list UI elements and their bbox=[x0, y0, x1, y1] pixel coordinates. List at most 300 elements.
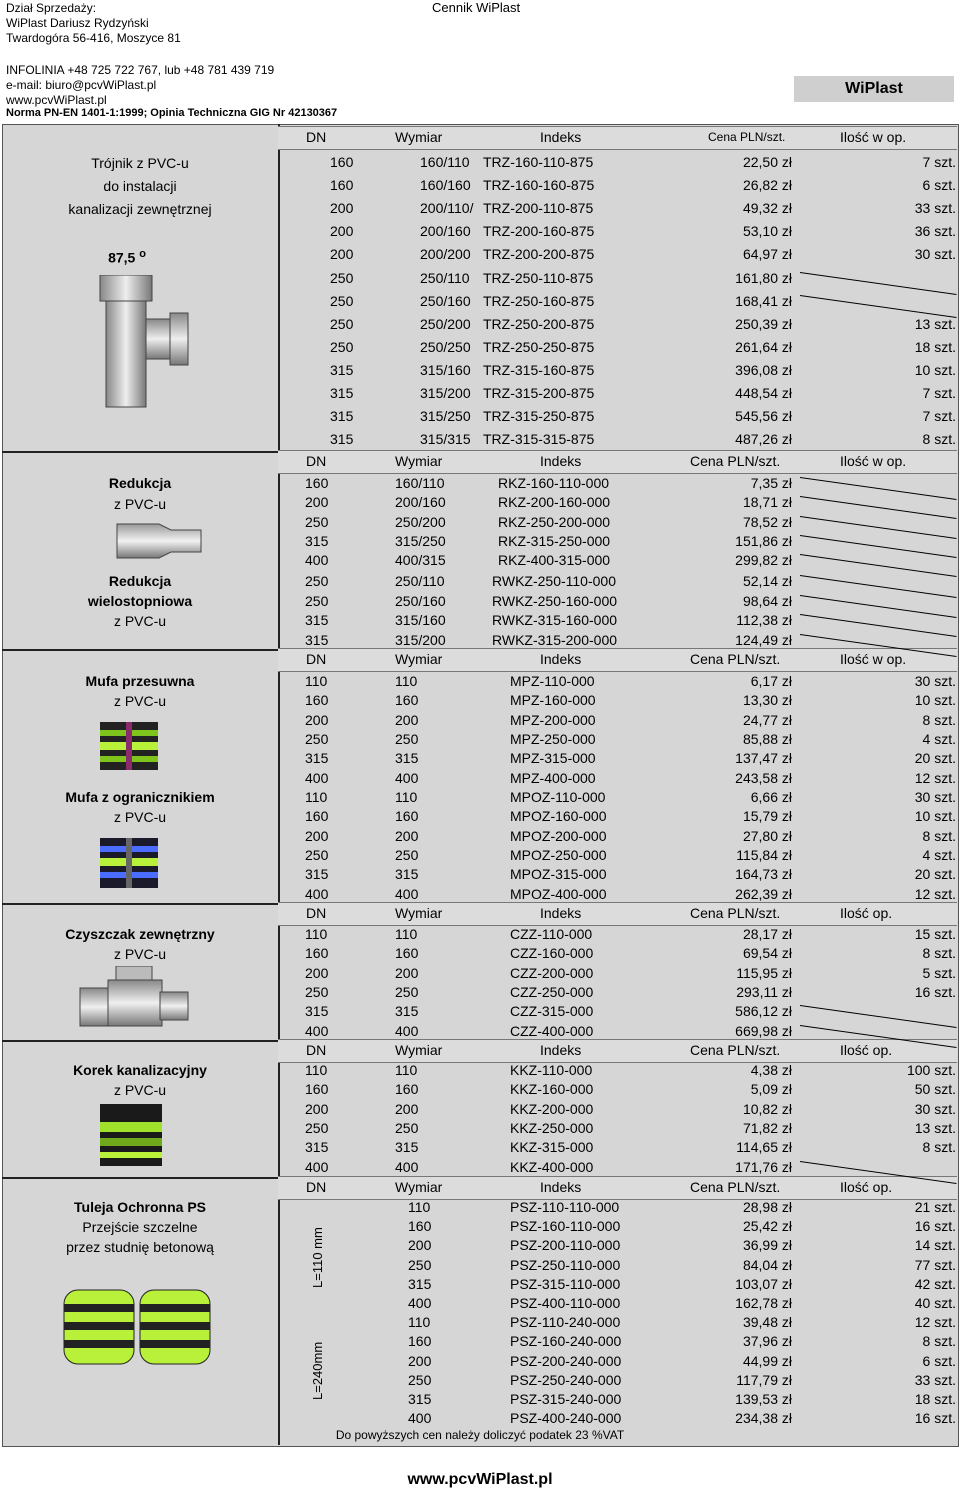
cell-wym: 160/110 bbox=[395, 475, 445, 491]
cell-dn: 315 bbox=[330, 385, 354, 401]
product-subtitle: przez studnię betonową bbox=[66, 1239, 214, 1255]
cell-qty: 12 szt. bbox=[914, 885, 956, 902]
cell-qty: 8 szt. bbox=[922, 1139, 956, 1156]
cell-idx: PSZ-160-110-000 bbox=[510, 1218, 621, 1235]
cell-price: 103,07 zł bbox=[735, 1275, 792, 1292]
cell-price: 53,10 zł bbox=[742, 223, 792, 240]
cell-dn: 315 bbox=[305, 750, 329, 767]
cell-price: 117,79 zł bbox=[736, 1371, 792, 1388]
cell-price: 22,50 zł bbox=[742, 154, 792, 170]
cell-dn: 315 bbox=[305, 1139, 329, 1156]
cell-wym: 160 bbox=[395, 808, 419, 825]
cell-price: 164,73 zł bbox=[735, 866, 792, 883]
cell-qty: 7 szt. bbox=[922, 154, 956, 170]
cell-wym: 250 bbox=[395, 730, 419, 747]
header-idx: Indeks bbox=[540, 129, 582, 145]
cell-dn: 250 bbox=[305, 573, 329, 589]
cell-idx: TRZ-200-110-875 bbox=[483, 200, 594, 217]
product-subtitle: z PVC-u bbox=[113, 613, 167, 629]
cell-idx: CZZ-315-000 bbox=[510, 1003, 594, 1020]
header-dn: DN bbox=[306, 129, 327, 145]
cell-dn: 250 bbox=[330, 292, 354, 309]
cell-idx: PSZ-200-110-000 bbox=[510, 1237, 621, 1254]
cell-wym: 200 bbox=[408, 1237, 432, 1254]
header-dn: DN bbox=[306, 453, 327, 469]
cell-price: 10,82 zł bbox=[742, 1100, 792, 1117]
cell-wym: 110 bbox=[395, 926, 418, 942]
website-link[interactable]: www.pcvWiPlast.pl bbox=[6, 93, 107, 107]
cell-price: 36,99 zł bbox=[742, 1237, 792, 1254]
cell-wym: 250/110 bbox=[395, 573, 445, 589]
header-price: Cena PLN/szt. bbox=[690, 1042, 781, 1058]
cell-qty: 12 szt. bbox=[914, 769, 956, 786]
cell-wym: 400 bbox=[395, 1022, 419, 1039]
cell-dn: 400 bbox=[305, 552, 329, 569]
cell-price: 25,42 zł bbox=[742, 1218, 792, 1235]
cell-dn: 250 bbox=[305, 846, 329, 863]
cell-idx: KKZ-200-000 bbox=[510, 1100, 594, 1117]
cell-wym: 200 bbox=[395, 711, 419, 728]
cell-wym: 315/250 bbox=[395, 532, 446, 549]
cell-qty: 77 szt. bbox=[914, 1256, 956, 1273]
cell-price: 234,38 zł bbox=[735, 1410, 792, 1427]
cell-wym: 160 bbox=[408, 1218, 432, 1235]
cell-idx: CZZ-110-000 bbox=[510, 926, 593, 942]
cell-idx: KKZ-160-000 bbox=[510, 1081, 594, 1098]
cell-price: 293,11 zł bbox=[736, 983, 792, 1000]
header-price: Cena PLN/szt. bbox=[690, 1179, 781, 1195]
brand-box: WiPlast bbox=[794, 76, 954, 102]
cell-wym: 250 bbox=[395, 1119, 419, 1136]
cell-idx: RWKZ-250-160-000 bbox=[492, 592, 618, 609]
cell-idx: RKZ-160-110-000 bbox=[498, 475, 610, 491]
cell-wym: 400 bbox=[395, 769, 419, 786]
cell-price: 299,82 zł bbox=[735, 552, 792, 569]
cell-wym: 400 bbox=[395, 885, 419, 902]
cell-idx: KKZ-315-000 bbox=[510, 1139, 594, 1156]
cell-qty: 30 szt. bbox=[914, 673, 956, 689]
header-wym: Wymiar bbox=[395, 453, 443, 469]
cell-wym: 315 bbox=[395, 1003, 419, 1020]
cell-price: 44,99 zł bbox=[742, 1352, 792, 1369]
cell-idx: MPOZ-110-000 bbox=[510, 789, 606, 805]
header-dn: DN bbox=[306, 1042, 327, 1058]
cell-wym: 315/250 bbox=[420, 408, 471, 425]
cell-price: 6,17 zł bbox=[750, 673, 792, 689]
cell-dn: 315 bbox=[305, 631, 329, 648]
cell-price: 13,30 zł bbox=[742, 692, 792, 709]
product-title-redukcja: Redukcja bbox=[108, 475, 172, 491]
cell-qty: 5 szt. bbox=[922, 964, 956, 981]
cell-price: 71,82 zł bbox=[742, 1119, 792, 1136]
cell-price: 7,35 zł bbox=[750, 475, 792, 491]
header-qty: Ilość op. bbox=[840, 1179, 893, 1195]
cell-price: 4,38 zł bbox=[750, 1062, 792, 1078]
cell-qty: 7 szt. bbox=[922, 408, 956, 425]
cell-idx: MPOZ-400-000 bbox=[510, 885, 607, 902]
cell-idx: PSZ-110-110-000 bbox=[510, 1199, 620, 1215]
cell-dn: 200 bbox=[305, 1100, 329, 1117]
cell-dn: 250 bbox=[305, 592, 329, 609]
cell-dn: 200 bbox=[330, 246, 354, 263]
product-subtitle: z PVC-u bbox=[113, 809, 167, 825]
cell-idx: CZZ-250-000 bbox=[510, 983, 594, 1000]
email[interactable]: e-mail: biuro@pcvWiPlast.pl bbox=[6, 78, 157, 92]
product-title-korek: Korek kanalizacyjny bbox=[73, 1062, 207, 1078]
cell-dn: 400 bbox=[305, 1022, 329, 1039]
cell-dn: 160 bbox=[330, 154, 354, 170]
cell-dn: 160 bbox=[330, 177, 354, 194]
cell-qty: 6 szt. bbox=[922, 177, 956, 194]
cell-idx: TRZ-315-160-875 bbox=[483, 361, 595, 378]
cell-idx: KKZ-110-000 bbox=[510, 1062, 593, 1078]
reducer-image bbox=[115, 520, 203, 562]
cell-price: 26,82 zł bbox=[742, 177, 792, 194]
cell-wym: 200 bbox=[395, 964, 419, 981]
cell-dn: 250 bbox=[305, 513, 329, 530]
cell-wym: 200 bbox=[395, 1100, 419, 1117]
cell-price: 151,86 zł bbox=[735, 532, 792, 549]
product-title-redukcja-wielostopniowa: Redukcja bbox=[108, 573, 172, 589]
cell-qty: 10 szt. bbox=[914, 808, 956, 825]
header-qty: Ilość op. bbox=[840, 1042, 893, 1058]
cell-dn: 400 bbox=[305, 885, 329, 902]
cell-qty: 12 szt. bbox=[914, 1314, 956, 1331]
cell-wym: 250/160 bbox=[420, 292, 471, 309]
cell-wym: 200/200 bbox=[420, 246, 471, 263]
cell-wym: 400/315 bbox=[395, 552, 446, 569]
cell-wym: 400 bbox=[395, 1158, 419, 1175]
cell-price: 84,04 zł bbox=[742, 1256, 792, 1273]
cell-price: 49,32 zł bbox=[742, 200, 792, 217]
cell-qty: 6 szt. bbox=[922, 1352, 956, 1369]
cell-price: 98,64 zł bbox=[742, 592, 792, 609]
product-title-mufa-przesuwna: Mufa przesuwna bbox=[85, 673, 195, 689]
cell-price: 37,96 zł bbox=[742, 1333, 792, 1350]
cell-wym: 250 bbox=[408, 1371, 432, 1388]
cell-dn: 200 bbox=[330, 223, 354, 240]
cell-price: 250,39 zł bbox=[735, 315, 792, 332]
cell-wym: 110 bbox=[395, 673, 418, 689]
cell-wym: 160 bbox=[395, 1081, 419, 1098]
cell-price: 545,56 zł bbox=[735, 408, 792, 425]
cell-price: 28,17 zł bbox=[742, 926, 792, 942]
cell-qty: 7 szt. bbox=[922, 385, 956, 401]
seller-name: WiPlast Dariusz Rydzyński bbox=[6, 16, 149, 30]
cell-price: 114,65 zł bbox=[736, 1139, 792, 1156]
cell-dn: 250 bbox=[330, 269, 354, 286]
cell-qty: 4 szt. bbox=[922, 730, 956, 747]
cell-idx: PSZ-400-110-000 bbox=[510, 1295, 621, 1311]
cell-dn: 315 bbox=[330, 408, 354, 425]
cell-wym: 250/160 bbox=[395, 592, 446, 609]
cell-qty: 8 szt. bbox=[922, 431, 956, 448]
cell-idx: MPOZ-250-000 bbox=[510, 846, 607, 863]
cell-qty: 14 szt. bbox=[914, 1237, 956, 1254]
cell-wym: 200/160 bbox=[395, 494, 446, 511]
cell-wym: 250/200 bbox=[420, 315, 471, 332]
cell-qty: 20 szt. bbox=[914, 750, 956, 767]
cell-wym: 160 bbox=[395, 692, 419, 709]
cell-dn: 110 bbox=[305, 926, 328, 942]
cell-wym: 315 bbox=[408, 1275, 432, 1292]
cell-qty: 36 szt. bbox=[914, 223, 956, 240]
infoline: INFOLINIA +48 725 722 767, lub +48 781 439 719 bbox=[6, 63, 275, 77]
cell-wym: 250/200 bbox=[395, 513, 446, 530]
cell-wym: 315/160 bbox=[395, 612, 446, 628]
cell-idx: MPOZ-315-000 bbox=[510, 866, 607, 883]
cell-dn: 315 bbox=[305, 866, 329, 883]
cell-price: 262,39 zł bbox=[735, 885, 792, 902]
header-wym: Wymiar bbox=[395, 1042, 443, 1058]
cell-idx: TRZ-250-160-875 bbox=[483, 292, 595, 309]
cell-wym: 250 bbox=[395, 846, 419, 863]
cell-price: 18,71 zł bbox=[742, 494, 792, 511]
header-idx: Indeks bbox=[540, 905, 582, 921]
footer-url[interactable]: www.pcvWiPlast.pl bbox=[407, 1471, 553, 1488]
cell-dn: 315 bbox=[305, 532, 329, 549]
cell-qty: 40 szt. bbox=[914, 1295, 956, 1311]
cell-qty: 42 szt. bbox=[914, 1275, 956, 1292]
cell-dn: 250 bbox=[330, 315, 354, 332]
sliding-coupling-image bbox=[98, 720, 160, 772]
cell-price: 5,09 zł bbox=[750, 1081, 792, 1098]
header-dn: DN bbox=[306, 1179, 327, 1195]
cell-idx: PSZ-160-240-000 bbox=[510, 1333, 622, 1350]
cell-price: 28,98 zł bbox=[742, 1199, 792, 1215]
cell-dn: 250 bbox=[305, 730, 329, 747]
cell-idx: TRZ-200-160-875 bbox=[483, 223, 595, 240]
cell-qty: 21 szt. bbox=[914, 1199, 956, 1215]
cell-qty: 50 szt. bbox=[914, 1081, 956, 1098]
cell-idx: MPZ-110-000 bbox=[510, 673, 595, 689]
cell-price: 139,53 zł bbox=[735, 1391, 792, 1407]
header-price: Cena PLN/szt. bbox=[690, 453, 781, 469]
cell-idx: MPZ-200-000 bbox=[510, 711, 596, 728]
cell-idx: RWKZ-315-160-000 bbox=[492, 612, 618, 628]
seller-label: Dział Sprzedaży: bbox=[6, 1, 97, 15]
header-qty: Ilość op. bbox=[840, 905, 893, 921]
cell-idx: RKZ-400-315-000 bbox=[498, 552, 611, 569]
cell-idx: PSZ-315-110-000 bbox=[510, 1275, 621, 1292]
protective-sleeve-image bbox=[60, 1282, 216, 1368]
cell-idx: MPOZ-200-000 bbox=[510, 827, 607, 844]
degree-sign: o bbox=[139, 248, 146, 260]
plug-image bbox=[98, 1102, 164, 1168]
tee-fitting-image bbox=[94, 275, 190, 411]
cell-wym: 110 bbox=[395, 1062, 418, 1078]
cell-price: 162,78 zł bbox=[735, 1295, 792, 1311]
cell-wym: 315/160 bbox=[420, 361, 471, 378]
cell-dn: 200 bbox=[305, 964, 329, 981]
cell-wym: 200/160 bbox=[420, 223, 471, 240]
cell-idx: RWKZ-315-200-000 bbox=[492, 631, 618, 648]
product-subtitle: do instalacji bbox=[103, 178, 177, 194]
cell-wym: 250 bbox=[395, 983, 419, 1000]
cell-wym: 315/200 bbox=[395, 631, 446, 648]
cell-price: 6,66 zł bbox=[750, 789, 792, 805]
cell-dn: 200 bbox=[330, 200, 354, 217]
cell-wym: 315 bbox=[408, 1391, 432, 1407]
cell-wym: 110 bbox=[395, 789, 418, 805]
cell-price: 396,08 zł bbox=[735, 361, 792, 378]
cell-price: 669,98 zł bbox=[735, 1022, 792, 1039]
cell-price: 261,64 zł bbox=[735, 338, 792, 355]
cell-idx: RWKZ-250-110-000 bbox=[492, 573, 616, 589]
cell-qty: 8 szt. bbox=[922, 827, 956, 844]
product-title-mufa-ogranicznik: Mufa z ogranicznikiem bbox=[65, 789, 215, 805]
cell-wym: 160 bbox=[408, 1333, 432, 1350]
product-subtitle: z PVC-u bbox=[113, 946, 167, 962]
product-subtitle: z PVC-u bbox=[113, 1082, 167, 1098]
header-dn: DN bbox=[306, 651, 327, 667]
cell-idx: RKZ-200-160-000 bbox=[498, 494, 611, 511]
cell-idx: MPZ-400-000 bbox=[510, 769, 596, 786]
cell-wym: 200 bbox=[408, 1352, 432, 1369]
cell-wym: 315/315 bbox=[420, 431, 471, 448]
cell-wym: 315/200 bbox=[420, 385, 471, 401]
cell-qty: 10 szt. bbox=[914, 361, 956, 378]
coupling-with-stop-image bbox=[98, 836, 160, 890]
product-title-trojnik: Trójnik z PVC-u bbox=[91, 155, 189, 171]
cell-price: 137,47 zł bbox=[735, 750, 792, 767]
product-subtitle: z PVC-u bbox=[113, 496, 167, 512]
cell-qty: 30 szt. bbox=[914, 789, 956, 805]
cell-price: 24,77 zł bbox=[742, 711, 792, 728]
cell-dn: 160 bbox=[305, 945, 329, 962]
cell-qty: 8 szt. bbox=[922, 945, 956, 962]
cell-wym: 110 bbox=[408, 1314, 431, 1331]
cell-idx: TRZ-315-250-875 bbox=[483, 408, 595, 425]
vat-note: Do powyższych cen należy doliczyć podatek 23 %VAT bbox=[335, 1428, 625, 1442]
cell-wym: 315 bbox=[395, 866, 419, 883]
cell-wym: 110 bbox=[408, 1199, 431, 1215]
length-label-240: L=240mm bbox=[310, 1341, 325, 1400]
product-title-tuleja: Tuleja Ochronna PS bbox=[74, 1199, 206, 1215]
cell-qty: 16 szt. bbox=[914, 1218, 956, 1235]
seller-address: Twardogóra 56-416, Moszyce 81 bbox=[6, 31, 181, 45]
cell-qty: 8 szt. bbox=[922, 711, 956, 728]
header-qty: Ilość w op. bbox=[840, 651, 907, 667]
cell-dn: 400 bbox=[305, 1158, 329, 1175]
cell-qty: 4 szt. bbox=[922, 846, 956, 863]
cell-dn: 250 bbox=[305, 1119, 329, 1136]
cell-idx: TRZ-200-200-875 bbox=[483, 246, 595, 263]
cell-qty: 16 szt. bbox=[914, 983, 956, 1000]
cell-idx: MPZ-250-000 bbox=[510, 730, 596, 747]
cell-dn: 110 bbox=[305, 673, 328, 689]
cell-qty: 13 szt. bbox=[914, 315, 956, 332]
cell-idx: TRZ-315-200-875 bbox=[483, 385, 595, 401]
cell-dn: 160 bbox=[305, 1081, 329, 1098]
cell-dn: 110 bbox=[305, 789, 328, 805]
cell-qty: 30 szt. bbox=[914, 246, 956, 263]
cell-idx: TRZ-160-160-875 bbox=[483, 177, 595, 194]
cell-price: 115,84 zł bbox=[736, 846, 792, 863]
header-idx: Indeks bbox=[540, 1042, 582, 1058]
cell-idx: PSZ-110-240-000 bbox=[510, 1314, 621, 1331]
cell-qty: 20 szt. bbox=[914, 866, 956, 883]
cell-dn: 200 bbox=[305, 827, 329, 844]
cell-wym: 250 bbox=[408, 1256, 432, 1273]
cell-wym: 200 bbox=[395, 827, 419, 844]
cell-price: 586,12 zł bbox=[735, 1003, 792, 1020]
cell-price: 78,52 zł bbox=[742, 513, 792, 530]
header-idx: Indeks bbox=[540, 1179, 582, 1195]
cell-price: 39,48 zł bbox=[742, 1314, 792, 1331]
cell-idx: CZZ-200-000 bbox=[510, 964, 594, 981]
cell-dn: 160 bbox=[305, 692, 329, 709]
cell-idx: PSZ-315-240-000 bbox=[510, 1391, 622, 1407]
cell-wym: 160/110 bbox=[420, 154, 470, 170]
header-idx: Indeks bbox=[540, 453, 582, 469]
header-price: Cena PLN/szt. bbox=[708, 130, 786, 144]
cell-price: 168,41 zł bbox=[735, 292, 792, 309]
cell-price: 64,97 zł bbox=[742, 246, 792, 263]
norm-statement: Norma PN-EN 1401-1:1999; Opinia Techniczna GIG Nr 42130367 bbox=[6, 107, 338, 119]
cell-price: 124,49 zł bbox=[735, 631, 792, 648]
cell-idx: TRZ-160-110-875 bbox=[483, 154, 594, 170]
cell-qty: 30 szt. bbox=[914, 1100, 956, 1117]
cell-price: 15,79 zł bbox=[742, 808, 792, 825]
cell-dn: 200 bbox=[305, 494, 329, 511]
cell-dn: 315 bbox=[330, 361, 354, 378]
cell-idx: MPOZ-160-000 bbox=[510, 808, 607, 825]
cell-price: 27,80 zł bbox=[742, 827, 792, 844]
header-dn: DN bbox=[306, 905, 327, 921]
header-qty: Ilość w op. bbox=[840, 129, 907, 145]
length-label-110: L=110 mm bbox=[310, 1227, 325, 1288]
product-title-czyszczak: Czyszczak zewnętrzny bbox=[65, 926, 215, 942]
cell-price: 85,88 zł bbox=[742, 730, 792, 747]
cell-wym: 315 bbox=[395, 750, 419, 767]
cell-qty: 33 szt. bbox=[914, 200, 956, 217]
cell-wym: 400 bbox=[408, 1295, 432, 1311]
product-subtitle: kanalizacji zewnętrznej bbox=[68, 201, 212, 217]
cell-dn: 315 bbox=[305, 612, 329, 628]
cell-price: 448,54 zł bbox=[735, 385, 792, 401]
cell-wym: 250/110 bbox=[420, 269, 470, 286]
cell-price: 52,14 zł bbox=[742, 573, 792, 589]
cell-price: 161,80 zł bbox=[735, 269, 792, 286]
cell-idx: PSZ-250-110-000 bbox=[510, 1256, 621, 1273]
cell-idx: TRZ-250-200-875 bbox=[483, 315, 595, 332]
cell-qty: 16 szt. bbox=[914, 1410, 956, 1427]
document-title: Cennik WiPlast bbox=[432, 0, 521, 15]
cell-idx: CZZ-400-000 bbox=[510, 1022, 594, 1039]
cell-dn: 400 bbox=[305, 769, 329, 786]
header-price: Cena PLN/szt. bbox=[690, 905, 781, 921]
cell-dn: 160 bbox=[305, 475, 329, 491]
cell-idx: MPZ-315-000 bbox=[510, 750, 596, 767]
header-wym: Wymiar bbox=[395, 1179, 443, 1195]
cell-price: 171,76 zł bbox=[735, 1158, 792, 1175]
cell-idx: PSZ-400-240-000 bbox=[510, 1410, 622, 1427]
cleanout-image bbox=[78, 966, 190, 1030]
cell-price: 69,54 zł bbox=[742, 945, 792, 962]
cell-idx: KKZ-250-000 bbox=[510, 1119, 594, 1136]
cell-wym: 200/110/ bbox=[420, 200, 474, 217]
angle-label bbox=[2, 244, 252, 268]
cell-wym: 160/160 bbox=[420, 177, 471, 194]
cell-price: 115,95 zł bbox=[736, 964, 792, 981]
cell-dn: 250 bbox=[305, 983, 329, 1000]
cell-wym: 160 bbox=[395, 945, 419, 962]
cell-wym: 400 bbox=[408, 1410, 432, 1427]
product-subtitle: z PVC-u bbox=[113, 693, 167, 709]
product-subtitle: wielostopniowa bbox=[87, 593, 193, 609]
cell-dn: 200 bbox=[305, 711, 329, 728]
